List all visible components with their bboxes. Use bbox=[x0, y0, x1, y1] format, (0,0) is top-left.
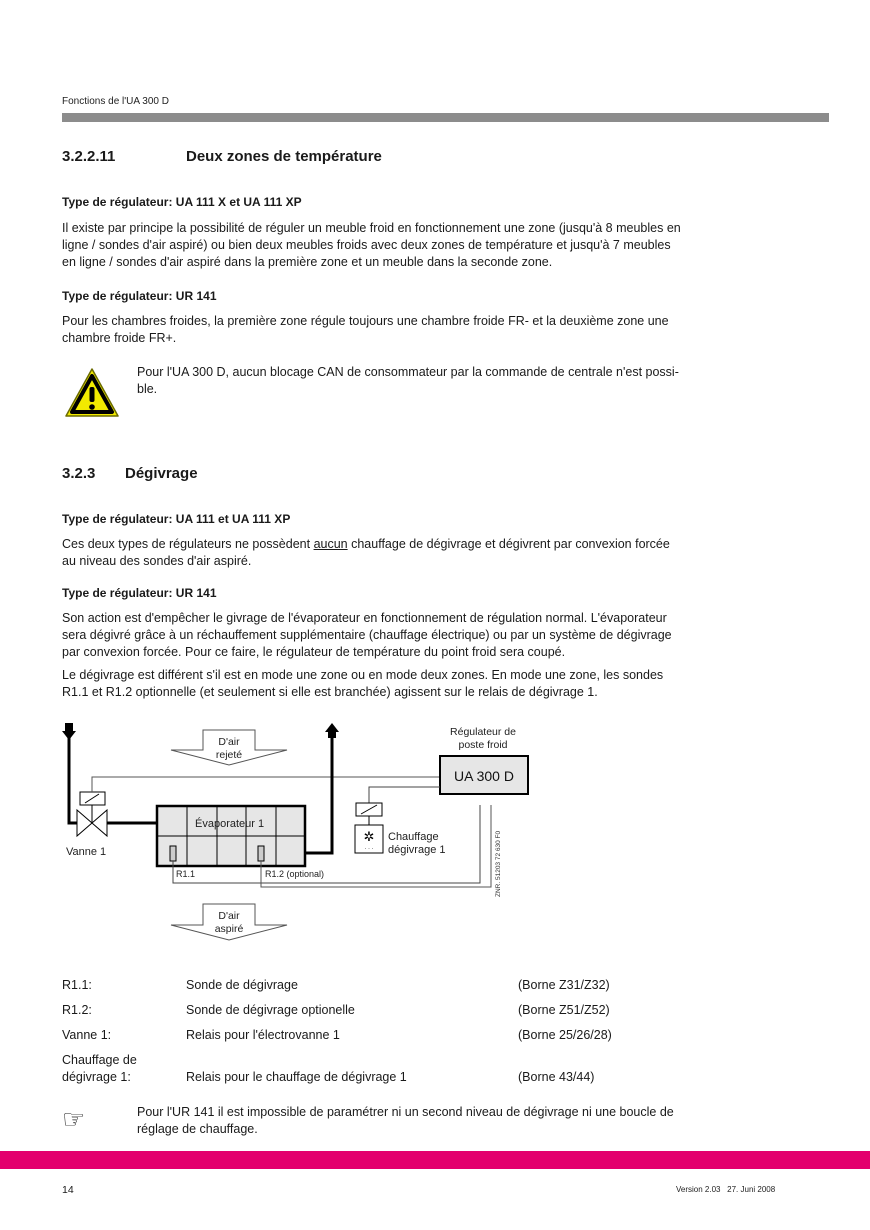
svg-text:aspiré: aspiré bbox=[214, 923, 244, 935]
svg-text:D'air: D'air bbox=[218, 736, 240, 748]
text-line: Pour l'UR 141 il est impossible de paramétrer ni un second niveau de dégivrage ni une boucle de bbox=[137, 1105, 674, 1119]
legend-key: Chauffage de bbox=[62, 1053, 137, 1067]
legend-desc: Relais pour le chauffage de dégivrage 1 bbox=[186, 1070, 407, 1084]
legend-desc: Sonde de dégivrage bbox=[186, 978, 298, 992]
version-date: Version 2.03 27. Juni 2008 bbox=[676, 1185, 776, 1194]
svg-text:· · ·: · · · bbox=[364, 846, 374, 852]
text-line: par convexion forcée. Pour ce faire, le régulateur de température du point froid sera coupé. bbox=[62, 645, 566, 659]
svg-text:rejeté: rejeté bbox=[215, 749, 243, 761]
svg-text:✲: ✲ bbox=[363, 829, 375, 844]
paragraph bbox=[62, 536, 782, 570]
svg-text:poste froid: poste froid bbox=[458, 739, 508, 751]
warning-icon bbox=[64, 367, 120, 419]
legend-key: R1.1: bbox=[62, 978, 92, 992]
footer-bar bbox=[0, 1151, 870, 1169]
running-title: Fonctions de l'UA 300 D bbox=[62, 96, 169, 107]
legend-key: Vanne 1: bbox=[62, 1028, 112, 1042]
subheading: Type de régulateur: UR 141 bbox=[62, 586, 217, 600]
text-line: Pour l'UA 300 D, aucun blocage CAN de consommateur par la commande de centrale n'est possi- bbox=[137, 365, 679, 379]
section-number: 3.2.2.11 bbox=[62, 148, 116, 165]
paragraph bbox=[62, 313, 782, 347]
svg-text:Chauffage: Chauffage bbox=[388, 831, 439, 843]
inlet-arrow-icon bbox=[65, 723, 73, 731]
svg-text:ZNR. 51203 72 630 F0: ZNR. 51203 72 630 F0 bbox=[495, 830, 502, 897]
text-line: Pour les chambres froides, la première zone régule toujours une chambre froide FR- et la deuxième zone une bbox=[62, 314, 669, 328]
svg-text:dégivrage 1: dégivrage 1 bbox=[388, 844, 446, 856]
paragraph bbox=[62, 610, 782, 661]
svg-text:Régulateur de: Régulateur de bbox=[450, 726, 516, 738]
warning-text bbox=[137, 364, 797, 398]
text-line bbox=[62, 536, 782, 553]
legend-key: dégivrage 1: bbox=[62, 1070, 131, 1084]
page-number: 14 bbox=[62, 1184, 74, 1196]
text-line: Le dégivrage est différent s'il est en mode une zone ou en mode deux zones. En mode une zone, les sondes bbox=[62, 668, 664, 682]
legend-terminal: (Borne Z51/Z52) bbox=[518, 1003, 610, 1017]
text-line: ligne / sondes d'air aspiré) ou bien deux meubles froids avec deux zones de température et jusqu'à 7 meubles bbox=[62, 238, 671, 252]
text-line: ble. bbox=[137, 382, 158, 396]
svg-text:Évaporateur 1: Évaporateur 1 bbox=[195, 818, 265, 830]
legend-terminal: (Borne 43/44) bbox=[518, 1070, 595, 1084]
svg-text:R1.1: R1.1 bbox=[176, 869, 196, 879]
legend-desc: Relais pour l'électrovanne 1 bbox=[186, 1028, 340, 1042]
text-line: réglage de chauffage. bbox=[137, 1122, 258, 1136]
underlined-word: aucun bbox=[313, 537, 348, 551]
legend-desc: Sonde de dégivrage optionelle bbox=[186, 1003, 355, 1017]
text-line: R1.1 et R1.2 optionnelle (et seulement si elle est branchée) agissent sur le relais de dégivrage 1. bbox=[62, 685, 598, 699]
subheading: Type de régulateur: UA 111 et UA 111 XP bbox=[62, 512, 291, 526]
svg-text:D'air: D'air bbox=[218, 910, 240, 922]
paragraph bbox=[62, 667, 782, 701]
subheading: Type de régulateur: UA 111 X et UA 111 XP bbox=[62, 195, 302, 209]
legend-terminal: (Borne 25/26/28) bbox=[518, 1028, 612, 1042]
legend-key: R1.2: bbox=[62, 1003, 92, 1017]
defrost-diagram bbox=[50, 715, 550, 945]
paragraph bbox=[62, 220, 782, 271]
text-line: Son action est d'empêcher le givrage de l'évaporateur en fonctionnement de régulation normal. L'évaporateur bbox=[62, 611, 667, 625]
sensor-r12-icon bbox=[258, 846, 264, 861]
valve-icon bbox=[77, 810, 92, 836]
section-title: Deux zones de température bbox=[186, 148, 382, 165]
svg-text:Vanne 1: Vanne 1 bbox=[66, 846, 107, 858]
text-line: sera dégivré grâce à un réchauffement supplémentaire (chauffage électrique) ou par un système de dégivrage bbox=[62, 628, 672, 642]
note-text bbox=[137, 1104, 817, 1138]
text-line: Il existe par principe la possibilité de réguler un meuble froid en fonctionnement une zone (jusqu'à 8 meubles en bbox=[62, 221, 681, 235]
section-title: Dégivrage bbox=[125, 465, 198, 482]
text-fragment: chauffage de dégivrage et dégivrent par convexion forcée bbox=[347, 537, 670, 551]
svg-text:UA 300 D: UA 300 D bbox=[454, 768, 514, 784]
outlet-arrow-icon bbox=[325, 723, 339, 732]
header-bar bbox=[62, 113, 829, 122]
text-line: en ligne / sondes d'air aspiré dans la première zone et un meuble dans la seconde zone. bbox=[62, 255, 553, 269]
legend-terminal: (Borne Z31/Z32) bbox=[518, 978, 610, 992]
sensor-r11-icon bbox=[170, 846, 176, 861]
text-fragment: Ces deux types de régulateurs ne possèdent bbox=[62, 537, 314, 551]
svg-text:R1.2 (optional): R1.2 (optional) bbox=[265, 869, 325, 879]
pointing-hand-icon: ☞ bbox=[62, 1104, 86, 1134]
text-line: au niveau des sondes d'air aspiré. bbox=[62, 554, 252, 568]
section-number: 3.2.3 bbox=[62, 465, 96, 482]
subheading: Type de régulateur: UR 141 bbox=[62, 289, 217, 303]
text-line: chambre froide FR+. bbox=[62, 331, 177, 345]
